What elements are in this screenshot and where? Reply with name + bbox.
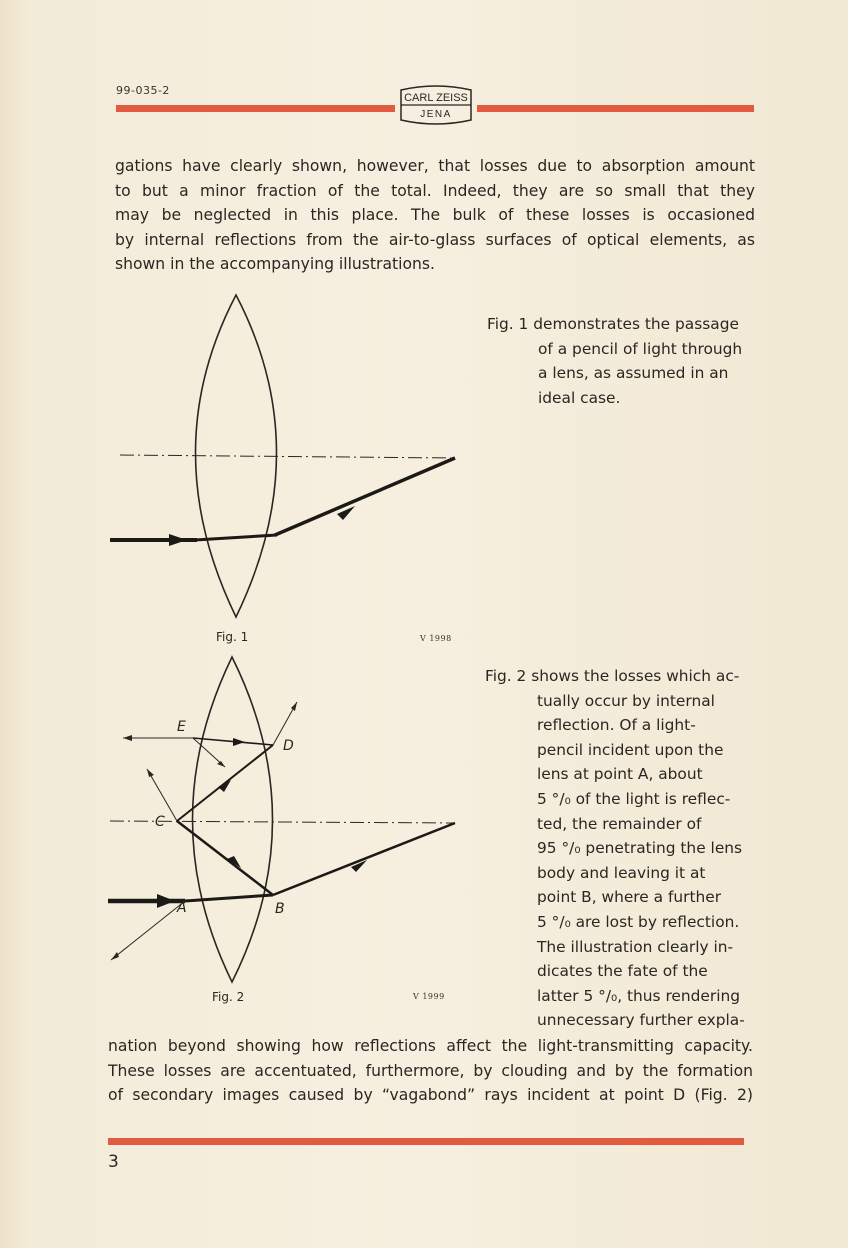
figure-1-code: V 1998 (420, 634, 452, 643)
ray-a-b (185, 895, 273, 901)
carl-zeiss-jena-logo (397, 84, 475, 126)
caption-line: a lens, as assumed in an (538, 364, 729, 383)
caption-line: reflection. Of a light- (537, 716, 696, 735)
logo-bottom-text: JENA (420, 109, 452, 120)
arrow-icon (218, 780, 231, 792)
caption-line: latter 5 °/₀, thus rendering (537, 986, 741, 1005)
caption-line: 5 °/₀ of the light is reflec- (537, 789, 731, 808)
arrow-icon (123, 735, 132, 741)
caption-line: ideal case. (538, 388, 621, 407)
ray-b-c (177, 821, 273, 895)
reflected-ray-a (111, 901, 185, 960)
page-number: 3 (108, 1152, 119, 1172)
caption-line: 5 °/₀ are lost by reflection. (537, 912, 740, 931)
figure-2-diagram (105, 655, 465, 995)
intro-paragraph (115, 154, 755, 277)
emergent-ray (273, 823, 455, 895)
optical-axis (120, 455, 455, 458)
document-number: 99-035-2 (116, 84, 170, 97)
caption-line: Fig. 2 shows the losses which ac- (485, 667, 740, 685)
closing-line: nation beyond showing how reflections affect the light-transmitting capacity. (108, 1037, 753, 1055)
header-rule-right (477, 105, 754, 112)
figure-2-caption (485, 664, 745, 1033)
point-a-label: A (177, 900, 187, 916)
closing-line: of secondary images caused by “vagabond” rays incident at point D (Fig. 2) (108, 1086, 753, 1105)
caption-line: body and leaving it at (537, 863, 706, 882)
caption-line: 95 °/₀ penetrating the lens (537, 839, 743, 858)
point-e-label: E (177, 719, 186, 735)
lens-outline (193, 657, 273, 982)
intro-line: gations have clearly shown, however, that losses due to absorption amount (115, 157, 755, 175)
figure-1-caption (487, 312, 742, 410)
caption-line: pencil incident upon the (537, 740, 724, 759)
caption-line: point B, where a further (537, 888, 722, 907)
caption-line: dicates the fate of the (537, 962, 708, 981)
ray-c-d (177, 745, 273, 821)
header-rule-left (116, 105, 395, 112)
arrow-icon (157, 894, 175, 908)
caption-line: The illustration clearly in- (537, 937, 734, 956)
closing-line: These losses are accentuated, furthermore, by clouding and by the formation (108, 1061, 753, 1080)
arrow-icon (169, 534, 187, 546)
point-c-label: C (155, 814, 165, 830)
caption-line: Fig. 1 demonstrates the passage (487, 315, 739, 333)
figure-2-code: V 1999 (413, 992, 445, 1001)
point-d-label: D (283, 738, 294, 754)
figure-2-label: Fig. 2 (212, 990, 245, 1004)
intro-line: to but a minor fraction of the total. Indeed, they are so small that they (115, 181, 755, 200)
footer-rule (108, 1138, 744, 1145)
arrow-icon (233, 738, 245, 746)
arrow-icon (217, 761, 225, 767)
point-b-label: B (275, 901, 285, 917)
arrow-icon (291, 702, 297, 711)
emergent-ray (275, 458, 455, 535)
caption-line: of a pencil of light through (538, 339, 743, 358)
intro-line: shown in the accompanying illustrations. (115, 255, 435, 274)
arrow-icon (111, 952, 119, 960)
figure-1-label: Fig. 1 (216, 630, 249, 644)
caption-line: unnecessary further expla- (537, 1011, 745, 1030)
logo-top-text: CARL ZEISS (404, 92, 468, 104)
caption-line: lens at point A, about (537, 765, 703, 784)
intro-line: by internal reflections from the air-to-glass surfaces of optical elements, as (115, 230, 755, 249)
closing-paragraph (108, 1034, 753, 1108)
figure-1-diagram (105, 290, 465, 630)
intro-line: may be neglected in this place. The bulk of these losses is occasioned (115, 206, 755, 225)
arrow-icon (147, 769, 154, 777)
caption-line: ted, the remainder of (537, 814, 702, 833)
caption-line: tually occur by internal (537, 691, 715, 710)
